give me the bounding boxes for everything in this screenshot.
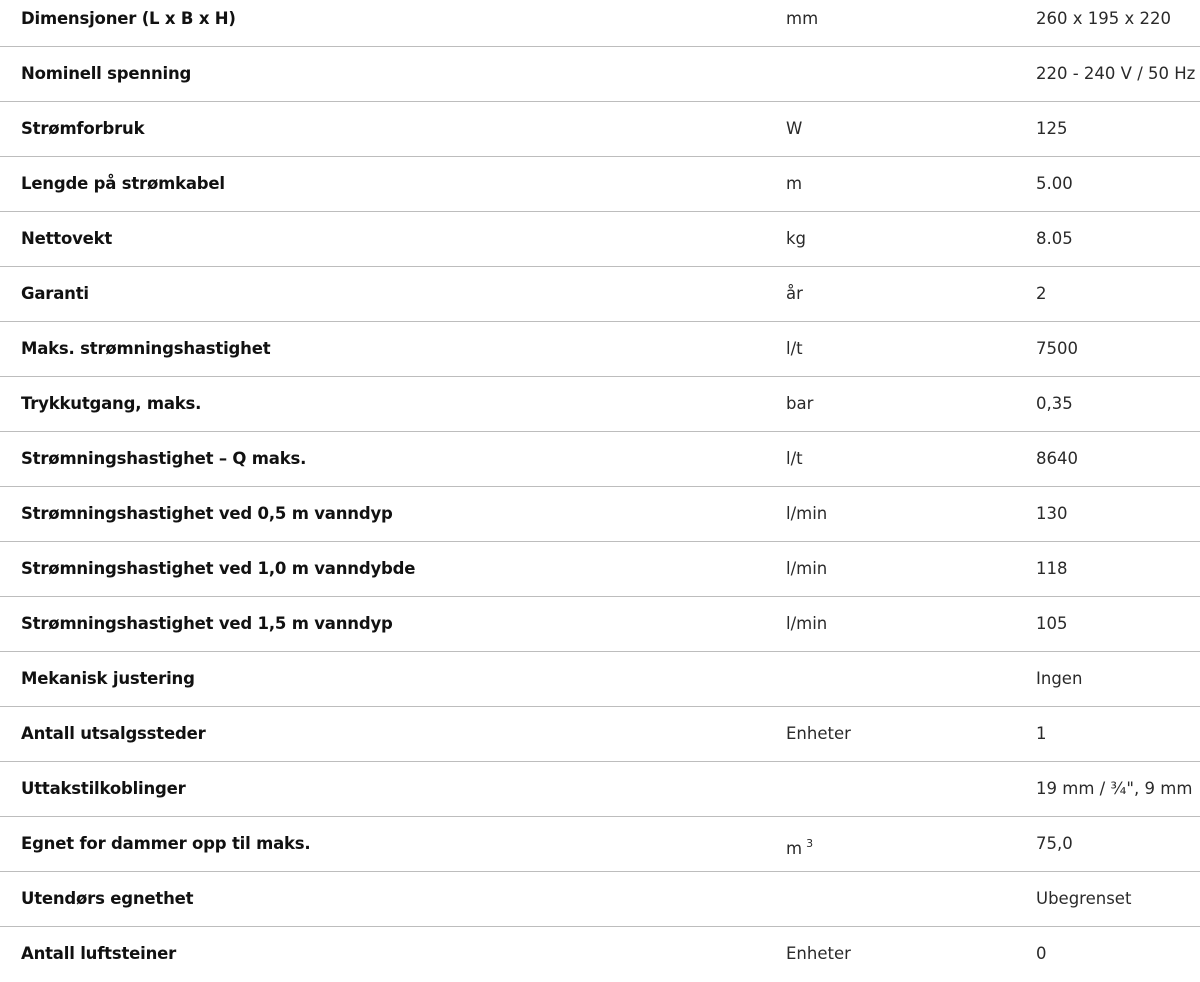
spec-row bbox=[0, 817, 1200, 872]
spec-label: Uttakstilkoblinger bbox=[21, 779, 186, 798]
spec-label: Maks. strømningshastighet bbox=[21, 339, 271, 358]
spec-unit: l/min bbox=[786, 504, 828, 523]
spec-value: 220 - 240 V / 50 Hz bbox=[1036, 64, 1196, 83]
spec-value: 105 bbox=[1036, 614, 1068, 633]
spec-unit bbox=[786, 817, 813, 871]
spec-unit: W bbox=[786, 119, 803, 138]
spec-label: Antall utsalgssteder bbox=[21, 724, 206, 743]
spec-value: Ingen bbox=[1036, 669, 1083, 688]
spec-label: Strømforbruk bbox=[21, 119, 145, 138]
spec-unit: l/min bbox=[786, 614, 828, 633]
spec-value: 260 x 195 x 220 bbox=[1036, 9, 1171, 28]
spec-row bbox=[0, 652, 1200, 707]
spec-unit: bar bbox=[786, 394, 814, 413]
spec-value: 75,0 bbox=[1036, 834, 1073, 853]
spec-label: Strømningshastighet ved 0,5 m vanndyp bbox=[21, 504, 393, 523]
spec-label: Strømningshastighet ved 1,0 m vanndybde bbox=[21, 559, 416, 578]
spec-label: Trykkutgang, maks. bbox=[21, 394, 202, 413]
spec-row bbox=[0, 157, 1200, 212]
spec-value: 130 bbox=[1036, 504, 1068, 523]
spec-value: 5.00 bbox=[1036, 174, 1073, 193]
spec-row bbox=[0, 542, 1200, 597]
spec-row bbox=[0, 322, 1200, 377]
spec-label: Nettovekt bbox=[21, 229, 113, 248]
spec-value: 19 mm / ¾", 9 mm bbox=[1036, 779, 1193, 798]
spec-label: Garanti bbox=[21, 284, 89, 303]
spec-row bbox=[0, 762, 1200, 817]
spec-row bbox=[0, 102, 1200, 157]
spec-row bbox=[0, 487, 1200, 542]
spec-label: Egnet for dammer opp til maks. bbox=[21, 834, 311, 853]
spec-value: Ubegrenset bbox=[1036, 889, 1132, 908]
spec-unit: Enheter bbox=[786, 944, 851, 963]
spec-value: 8.05 bbox=[1036, 229, 1073, 248]
spec-unit-base: m bbox=[786, 839, 803, 858]
spec-unit-exponent: 3 bbox=[806, 837, 814, 850]
spec-unit: år bbox=[786, 284, 803, 303]
spec-row bbox=[0, 377, 1200, 432]
spec-value: 0 bbox=[1036, 944, 1047, 963]
spec-label: Dimensjoner (L x B x H) bbox=[21, 9, 236, 28]
spec-value: 0,35 bbox=[1036, 394, 1073, 413]
spec-row bbox=[0, 872, 1200, 927]
spec-unit: kg bbox=[786, 229, 807, 248]
spec-label: Strømningshastighet – Q maks. bbox=[21, 449, 307, 468]
spec-row bbox=[0, 0, 1200, 47]
spec-unit: l/t bbox=[786, 339, 803, 358]
spec-value: 1 bbox=[1036, 724, 1047, 743]
spec-unit: mm bbox=[786, 9, 819, 28]
spec-unit: l/min bbox=[786, 559, 828, 578]
spec-label: Mekanisk justering bbox=[21, 669, 195, 688]
spec-value: 8640 bbox=[1036, 449, 1078, 468]
spec-row bbox=[0, 47, 1200, 102]
spec-label: Strømningshastighet ved 1,5 m vanndyp bbox=[21, 614, 393, 633]
spec-row bbox=[0, 267, 1200, 322]
spec-row bbox=[0, 707, 1200, 762]
spec-value: 7500 bbox=[1036, 339, 1078, 358]
spec-value: 125 bbox=[1036, 119, 1068, 138]
spec-value: 2 bbox=[1036, 284, 1047, 303]
spec-label: Utendørs egnethet bbox=[21, 889, 194, 908]
spec-row bbox=[0, 212, 1200, 267]
spec-label: Antall luftsteiner bbox=[21, 944, 177, 963]
spec-unit: m bbox=[786, 174, 803, 193]
spec-label: Nominell spenning bbox=[21, 64, 192, 83]
spec-unit: Enheter bbox=[786, 724, 851, 743]
spec-value: 118 bbox=[1036, 559, 1068, 578]
spec-unit: l/t bbox=[786, 449, 803, 468]
spec-label: Lengde på strømkabel bbox=[21, 174, 225, 193]
spec-row bbox=[0, 597, 1200, 652]
spec-row bbox=[0, 432, 1200, 487]
